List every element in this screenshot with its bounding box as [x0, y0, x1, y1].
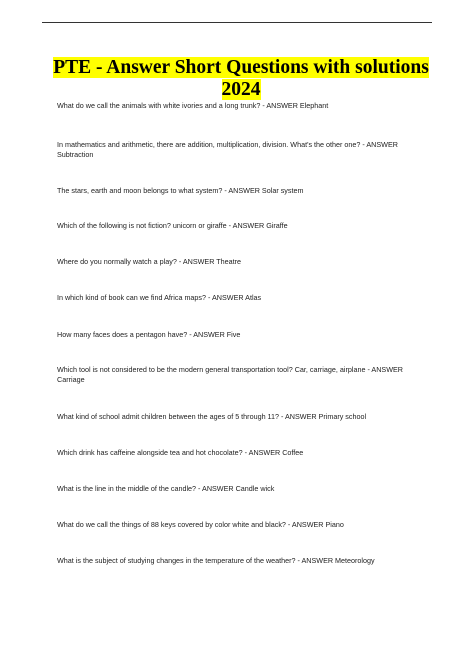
- qa-item-1: What do we call the animals with white ivories and a long trunk? - ANSWER Elephant: [57, 101, 329, 110]
- qa-item-9: What kind of school admit children between the ages of 5 through 11? - ANSWER Primary school: [57, 412, 367, 421]
- qa-item-12: What do we call the things of 88 keys covered by color white and black? - ANSWER Piano: [57, 520, 344, 529]
- qa-item-7: How many faces does a pentagon have? - ANSWER Five: [57, 330, 241, 339]
- qa-item-10: Which drink has caffeine alongside tea and hot chocolate? - ANSWER Coffee: [57, 448, 304, 457]
- qa-item-2: In mathematics and arithmetic, there are addition, multiplication, division. What's the other one? - ANSWER Subtraction: [57, 140, 398, 159]
- title-highlight: PTE - Answer Short Questions with solutions 2024: [53, 57, 429, 100]
- qa-item-6: In which kind of book can we find Africa maps? - ANSWER Atlas: [57, 293, 262, 302]
- qa-item-3: The stars, earth and moon belongs to what system? - ANSWER Solar system: [57, 186, 304, 195]
- qa-item-4: Which of the following is not fiction? unicorn or giraffe - ANSWER Giraffe: [57, 221, 288, 230]
- qa-item-8: Which tool is not considered to be the modern general transportation tool? Car, carriage, airplane - ANSWER Carriage: [57, 365, 403, 384]
- qa-item-11: What is the line in the middle of the candle? - ANSWER Candle wick: [57, 484, 275, 493]
- qa-item-5: Where do you normally watch a play? - ANSWER Theatre: [57, 257, 242, 266]
- document-title: [52, 57, 430, 101]
- header-rule: [42, 22, 432, 23]
- qa-item-13: What is the subject of studying changes in the temperature of the weather? - ANSWER Meteorology: [57, 556, 375, 565]
